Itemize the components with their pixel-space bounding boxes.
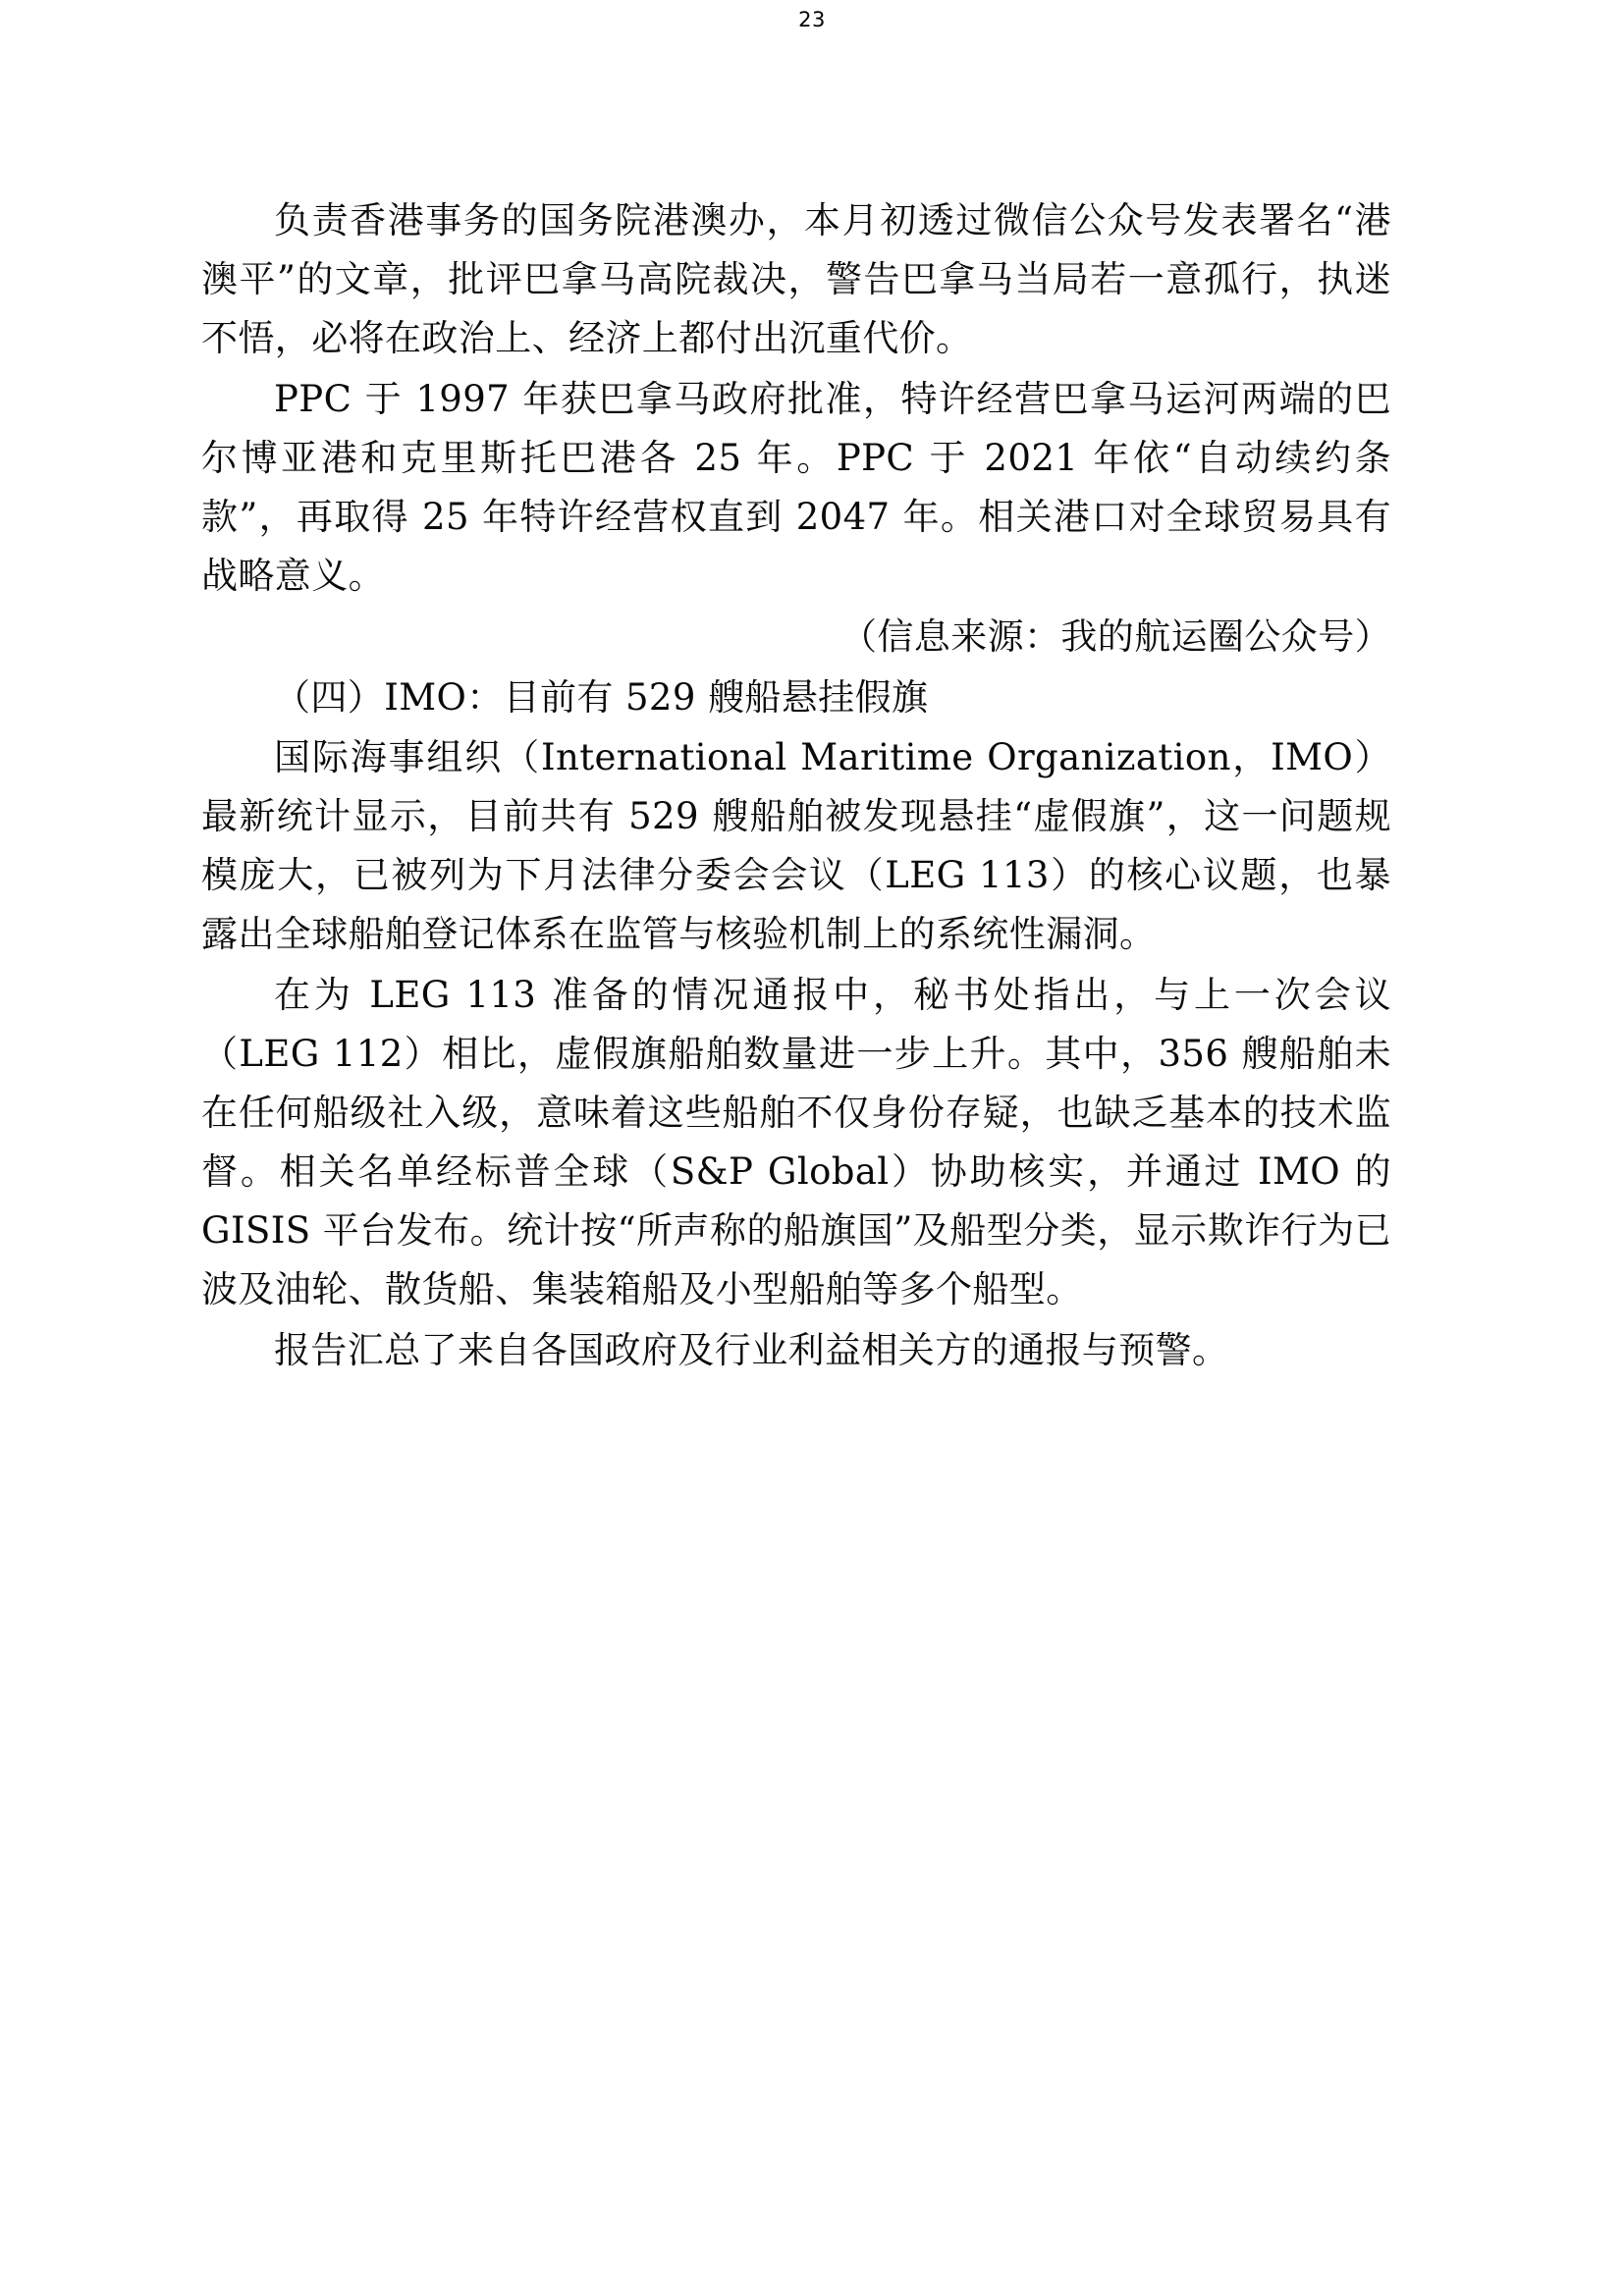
page-number: 23 xyxy=(798,8,826,31)
section-heading-imo: （四）IMO：目前有 529 艘船悬挂假旗 xyxy=(274,675,929,719)
paragraph-state-council: 负责香港事务的国务院港澳办，本月初透过微信公众号发表署名“港澳平”的文章，批评巴拿马高院裁决，警告巴拿马当局若一意孤行，执迷不悟，必将在政治上、经济上都付出沉重代价。 xyxy=(201,199,1391,359)
paragraph-source-line: （信息来源：我的航运圈公众号） xyxy=(840,614,1391,658)
paragraph-leg113-briefing: 在为 LEG 113 准备的情况通报中，秘书处指出，与上一次会议（LEG 112）相比，虚假旗船舶数量进一步上升。其中，356 艘船舶未在任何船级社入级，意味着这些船舶不仅身份存疑，也缺乏基本的技术监督。相关名单经标普全球（S&P Global）协助核实，并通过 IMO 的 GISIS 平台发布。统计按“所声称的船旗国”及船型分类，显示欺诈行为已波及油轮、散货船、集装箱船及小型船舶等多个船型。 xyxy=(201,974,1391,1310)
paragraph-ppc-concession: PPC 于 1997 年获巴拿马政府批准，特许经营巴拿马运河两端的巴尔博亚港和克里斯托巴港各 25 年。PPC 于 2021 年依“自动续约条款”，再取得 25 年特许经营权直到 2047 年。相关港口对全球贸易具有战略意义。 xyxy=(201,377,1391,597)
paragraph-imo-statistics: 国际海事组织（International Maritime Organization，IMO）最新统计显示，目前共有 529 艘船舶被发现悬挂“虚假旗”，这一问题规模庞大，已被列为下月法律分委会会议（LEG 113）的核心议题，也暴露出全球船舶登记体系在监管与核验机制上的系统性漏洞。 xyxy=(201,736,1391,956)
paragraph-report-summary: 报告汇总了来自各国政府及行业利益相关方的通报与预警。 xyxy=(274,1328,1229,1371)
document-body xyxy=(201,191,1391,1382)
